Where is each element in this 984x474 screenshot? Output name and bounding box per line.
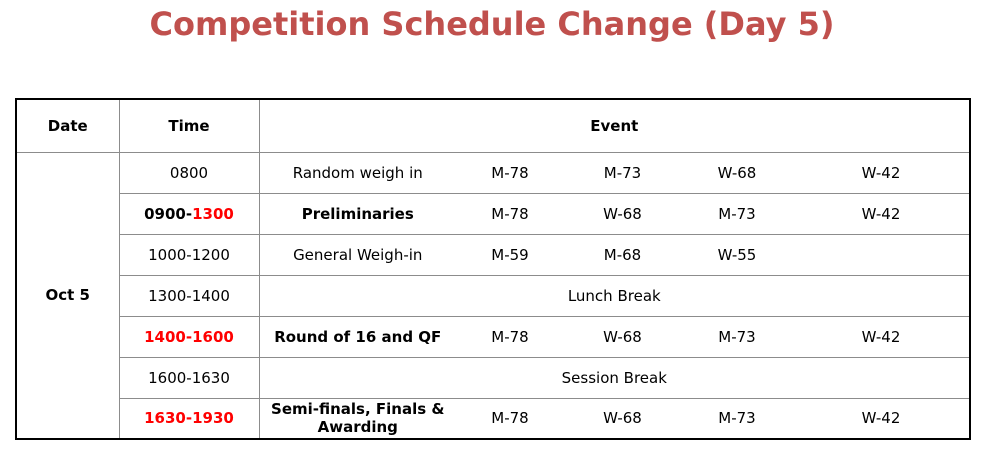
weight-class: M-59 <box>456 234 564 275</box>
weight-class: W-68 <box>564 316 681 357</box>
time-cell <box>119 275 259 316</box>
event-name: Preliminaries <box>259 193 456 234</box>
weight-class: M-78 <box>456 193 564 234</box>
table-row <box>16 234 970 275</box>
table-row <box>16 152 970 193</box>
weight-class: M-68 <box>564 234 681 275</box>
weight-class: M-73 <box>681 316 793 357</box>
event-name: Semi-finals, Finals & Awarding <box>259 398 456 439</box>
table-header-row <box>16 99 970 152</box>
weight-class: M-78 <box>456 316 564 357</box>
header-time: Time <box>119 99 259 152</box>
time-text-changed: 1630-1930 <box>144 409 234 428</box>
time-cell <box>119 152 259 193</box>
event-name: Random weigh in <box>259 152 456 193</box>
weight-class: W-68 <box>564 193 681 234</box>
time-text: 0800 <box>169 163 209 182</box>
time-text-changed: 1300 <box>192 204 234 223</box>
weight-class <box>793 234 970 275</box>
page-title: Competition Schedule Change (Day 5) <box>149 5 835 43</box>
time-cell <box>119 234 259 275</box>
weight-class: W-55 <box>681 234 793 275</box>
table-row <box>16 357 970 398</box>
weight-class: M-73 <box>564 152 681 193</box>
break-cell: Session Break <box>259 357 970 398</box>
date-cell: Oct 5 <box>16 152 119 439</box>
time-text: 1600-1630 <box>148 368 230 387</box>
table-row <box>16 398 970 439</box>
weight-class: M-73 <box>681 193 793 234</box>
weight-class: W-42 <box>793 193 970 234</box>
weight-class: W-42 <box>793 316 970 357</box>
time-text: 1000-1200 <box>148 245 230 264</box>
table-row <box>16 275 970 316</box>
time-cell <box>119 357 259 398</box>
time-text: 1300-1400 <box>148 286 230 305</box>
event-name: General Weigh-in <box>259 234 456 275</box>
weight-class: M-78 <box>456 398 564 439</box>
weight-class: W-68 <box>564 398 681 439</box>
time-cell <box>119 316 259 357</box>
time-text: 0900- <box>144 204 193 223</box>
break-cell: Lunch Break <box>259 275 970 316</box>
table-row <box>16 193 970 234</box>
weight-class: W-42 <box>793 152 970 193</box>
schedule-table <box>15 98 971 440</box>
table-row <box>16 316 970 357</box>
event-name: Round of 16 and QF <box>259 316 456 357</box>
time-text-changed: 1400-1600 <box>144 327 234 346</box>
time-cell <box>119 398 259 439</box>
weight-class: W-68 <box>681 152 793 193</box>
weight-class: W-42 <box>793 398 970 439</box>
weight-class: M-78 <box>456 152 564 193</box>
header-date: Date <box>16 99 119 152</box>
time-cell <box>119 193 259 234</box>
header-event: Event <box>259 99 970 152</box>
weight-class: M-73 <box>681 398 793 439</box>
